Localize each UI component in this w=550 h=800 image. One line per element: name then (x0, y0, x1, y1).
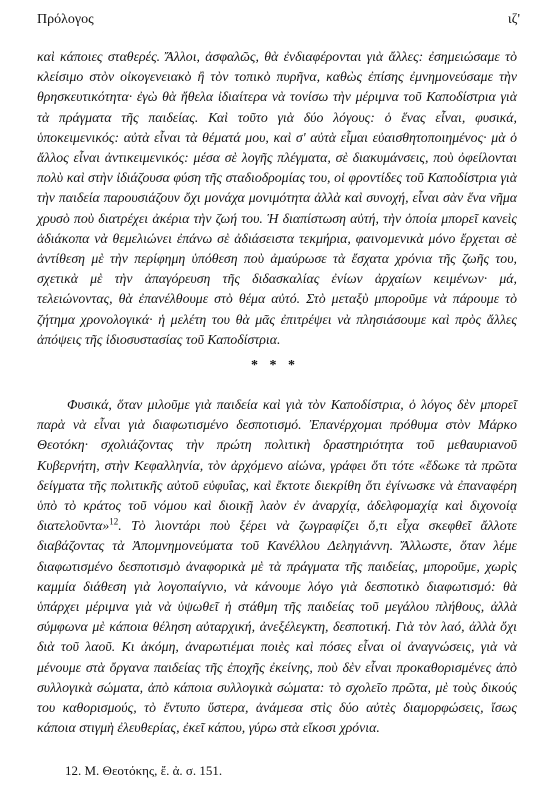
paragraph-2-part-1: Φυσικά, ὅταν μιλοῦμε γιὰ παιδεία καὶ γιὰ τὸν Καποδίστρια, ὁ λόγος δὲν μπορεῖ παρὰ νὰ εἶναι γιὰ διαφωτισμένο δεσποτισμό. Ἐπανέρχομαι πρόθυμα στὸν Μάρκο Θεοτόκη· σχολιάζοντας τὴν πρώτη πολιτικὴ δραστηριότητα τοῦ μεθαυριανοῦ Κυβερνήτη, στὴν Κεφαλληνία, τὸν ἀρχόμενο αἰώνα, γράφει ὅτι τότε «ἔδωκε τὰ πρῶτα δείγματα τῆς πολιτικῆς αὐτοῦ εὐφυΐας, καὶ ἔκτοτε διεκρίθη ὅτι ἐγίνωσκε νὰ ἐπαναφέρη ὑπὸ τὸ κράτος τοῦ νόμου καὶ διοικῇ λαὸν ἐν ἀναρχίᾳ, ἀδελφομαχίᾳ καὶ διχονοίᾳ διατελοῦντα» (37, 397, 517, 534)
running-title: Πρόλογος (37, 12, 94, 27)
running-header (37, 12, 520, 32)
paragraph-2-part-2: . Τὸ λιοντάρι ποὺ ξέρει νὰ ζωγραφίζει ὅ,τι εἶχα σκεφθεῖ ἄλλοτε διαβάζοντας τὰ Ἀπομνημονεύματα τοῦ Κανέλλου Δεληγιάννη. Ἄλλωστε, ὅταν λέμε διαφωτισμένο δεσποτισμὸ ἀναφορικὰ μὲ τὰ πράγματα τῆς παιδείας, μποροῦμε, χωρὶς καμμία διάθεση γιὰ λογοπαίγνιο, νὰ κάνουμε λόγο γιὰ δεσποτικὸ διαφωτισμό: θὰ ὑπάρχει μέριμνα γιὰ νὰ ὑψωθεῖ ἡ στάθμη τῆς παιδείας τοῦ μεγάλου πλήθους, ἀλλὰ σύμφωνα μὲ κάποια θέληση αὐταρχική, ἀνεξέλεγκτη, δεσποτική. Γιὰ τὸν λαό, ἀλλὰ ὄχι διὰ τοῦ λαοῦ. Κι ἀκόμη, ἀναρωτιέμαι ποιὲς καὶ πόσες εἶναι οἱ ἀναγνώσεις, γιὰ νὰ μένουμε στὰ ὄργανα παιδείας τῆς ἐποχῆς ἐκείνης, ποὺ δὲν εἶναι προκαθορισμένες ἀπὸ συλλογικὰ σώματα, ἀπὸ κάποια συλλογικὰ σώματα: τὸ σχολεῖο πρῶτα, μὲ τοὺς δικούς του καθορισμούς, τὸ ἔντυπο ὕστερα, ἀνάμεσα στὶς δύο αὐτὲς διαμορφώσεις, ἴσως κάποια στιγμὴ ἐλευθερίας, ἐκεῖ κάπου, γύρω στὰ εἴκοσι χρόνια. (37, 518, 517, 736)
paragraph-2 (37, 395, 517, 738)
page-number: ιζ' (507, 12, 520, 27)
footnote: 12. Μ. Θεοτόκης, ἔ. ἀ. σ. 151. (65, 763, 223, 778)
paragraph-1: καὶ κάποιες σταθερές. Ἄλλοι, ἀσφαλῶς, θὰ ἐνδιαφέρονται γιὰ ἄλλες: ἐσημειώσαμε τὸ κλείσιμο στὸν οἰκογενειακὸ ἢ τὸν τοπικὸ πυρῆνα, καθὼς ἐπίσης ἐμνημονεύσαμε τὴν θρησκευτικότητα· ἐγὼ θὰ ἤθελα ἰδιαίτερα νὰ τονίσω τὴν μέριμνα τοῦ Καποδίστρια γιὰ τὰ πράγματα τῆς παιδείας. Καὶ τοῦτο γιὰ δύο λόγους: ὁ ἕνας εἶναι, φυσικά, ὑποκειμενικός: αὐτὰ εἶναι τὰ θέματά μου, καὶ σ' αὐτὰ εἶμαι εὐαισθητοποιημένος· μὰ ὁ ἄλλος εἶναι ἀντικειμενικός: μέσα σὲ λογῆς πλέγματα, σὲ διακυμάνσεις, ποὺ ὀφείλονται πολὺ καὶ στὴν ἰδιάζουσα φύση τῆς σταδιοδρομίας του, οἱ φροντίδες τοῦ Καποδίστρια γιὰ τὴν παιδεία παρουσιάζουν ὄχι μονάχα μονιμότητα ἀλλὰ καὶ συνοχή, εἶναι σὰν ἕνα νῆμα χρυσὸ ποὺ διατρέχει ἀκέρια τὴν ζωή του. Ἡ διαπίστωση αὐτή, τὴν ὁποία μπορεῖ κανεὶς ἀδιάκοπα νὰ θεμελιώνει ἐπάνω σὲ ἀδιάσειστα τεκμήρια, φαινομενικὰ μόνο ἔρχεται σὲ ἀντίθεση μὲ τὴν περίφημη ὑπόθεση ποὺ ἀμαύρωσε τὰ ἔσχατα χρόνια τῆς ζωῆς του, σχετικὰ μὲ τὴν ἀπαγόρευση τῆς διδασκαλίας ἐνίων ἀρχαίων κειμένων· μά, τελειώνοντας, θὰ ἐπανέλθουμε στὸ θέμα αὐτό. Στὸ μεταξὺ μποροῦμε νὰ πάρουμε τὸ ζήτημα χρονολογικά· ἡ μελέτη του θὰ μᾶς ἐπιτρέψει νὰ πλησιάσουμε καὶ πρὸς ἄλλες ἀπόψεις τῆς ἰδιοσυστασίας τοῦ Καποδίστρια. (37, 49, 517, 347)
section-separator: * * * (251, 358, 299, 373)
footnote-reference[interactable]: 12 (109, 516, 119, 527)
